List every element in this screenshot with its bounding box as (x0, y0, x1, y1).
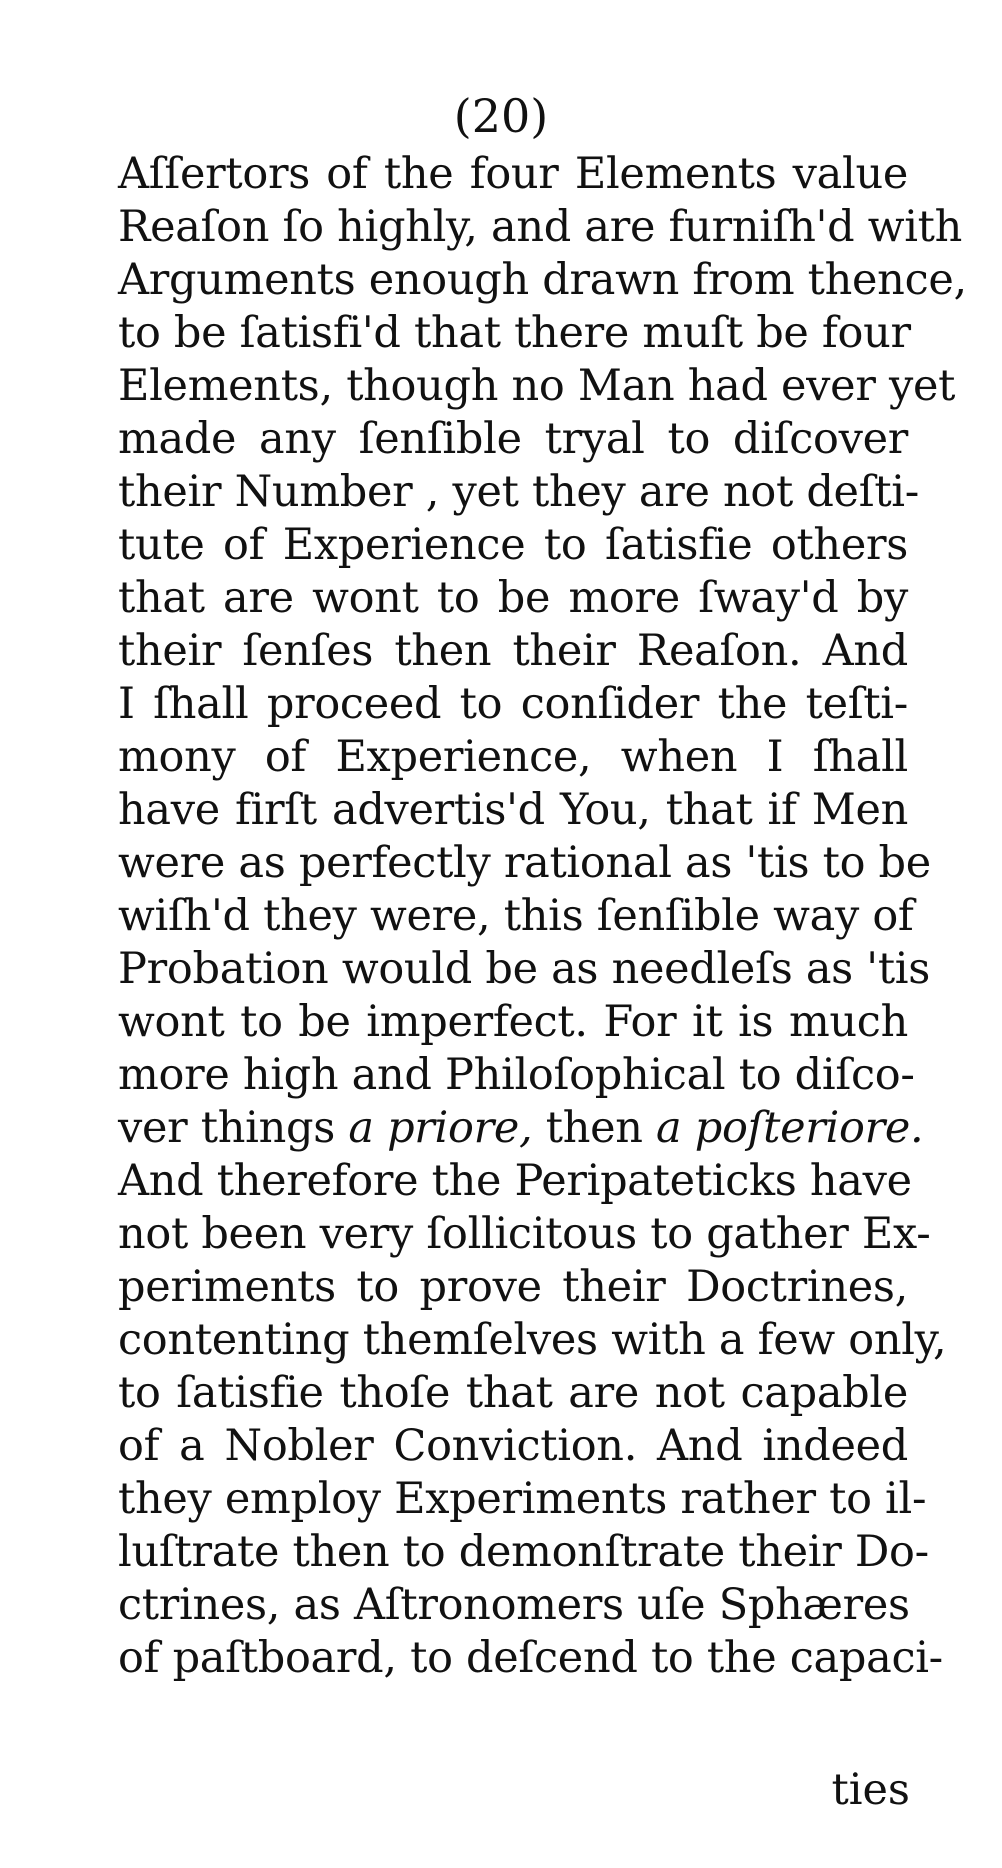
text-line: of a Nobler Conviction. And indeed (118, 1421, 908, 1471)
italic-phrase: a priore, (348, 1103, 533, 1153)
body-text (118, 148, 967, 1685)
page-number: (20) (453, 89, 549, 143)
text-segment: then (532, 1103, 657, 1153)
text-line: their ſenſes then their Reaſon. And (118, 626, 908, 676)
text-line: ctrines, as Aſtronomers uſe Sphæres (118, 1580, 910, 1630)
text-line: tute of Experience to ſatisfie others (118, 520, 908, 570)
text-line: Probation would be as needleſs as 'tis (118, 944, 931, 994)
italic-phrase: a poſteriore. (656, 1103, 924, 1153)
text-line: periments to prove their Doctrines, (118, 1262, 908, 1312)
text-line: Arguments enough drawn from thence, (118, 255, 967, 305)
text-line: made any ſenſible tryal to diſcover (118, 414, 908, 464)
text-line: mony of Experience, when I ſhall (118, 732, 908, 782)
catchword: ties (831, 1765, 910, 1815)
text-line: they employ Experiments rather to il- (118, 1474, 927, 1524)
text-line: Elements, though no Man had ever yet (118, 361, 956, 411)
text-line: And therefore the Peripateticks have (118, 1156, 912, 1206)
text-line-with-italics (118, 1102, 924, 1155)
text-line: more high and Philoſophical to diſco- (118, 1050, 915, 1100)
text-line: to be ſatisfi'd that there muſt be four (118, 308, 911, 358)
text-segment: ver things (118, 1103, 349, 1153)
text-line: luſtrate then to demonſtrate their Do- (118, 1527, 929, 1577)
text-line: to ſatisfie thoſe that are not capable (118, 1368, 908, 1418)
text-line: their Number , yet they are not deſti- (118, 467, 919, 517)
text-line: contenting themſelves with a few only, (118, 1315, 947, 1365)
text-line: I ſhall proceed to conſider the teſti- (118, 679, 908, 729)
text-line: were as perfectly rational as 'tis to be (118, 838, 931, 888)
text-line: not been very ſollicitous to gather Ex- (118, 1209, 931, 1259)
text-line: Aſſertors of the four Elements value (118, 149, 908, 199)
text-line: have firſt advertis'd You, that if Men (118, 785, 908, 835)
text-line: Reaſon ſo highly, and are furniſh'd with (118, 202, 963, 252)
text-line: wiſh'd they were, this ſenſible way of (118, 891, 914, 941)
text-line: that are wont to be more ſway'd by (118, 573, 908, 623)
text-line: of paſtboard, to deſcend to the capaci- (118, 1633, 943, 1683)
text-line: wont to be imperfect. For it is much (118, 997, 908, 1047)
